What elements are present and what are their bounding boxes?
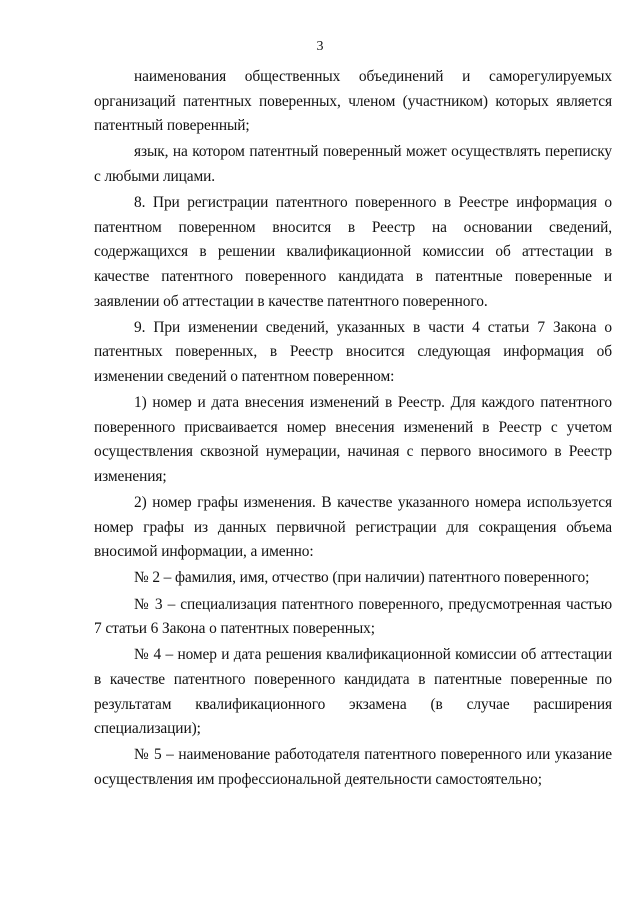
- paragraph-column-4-commission-decision: № 4 – номер и дата решения квалификационной комиссии об аттестации в качестве патентного поверенного кандидата в патентные поверенные по результатам квалификационного экзамена (в случае расширения специализации);: [94, 646, 612, 738]
- paragraph-item-9-changes: 9. При изменении сведений, указанных в части 4 статьи 7 Закона о патентных поверенных, в Реестр вносится следующая информация об изменении сведений о патентном поверенном:: [94, 318, 612, 385]
- document-body: [94, 65, 612, 794]
- paragraph-item-8-registration: 8. При регистрации патентного поверенного в Реестре информация о патентном поверенном вносится в Реестр на основании сведений, содержащихся в решении квалификационной комиссии об аттестации в качестве патентного поверенного кандидата в патентные поверенные и заявлении об аттестации в качестве патентного поверенного.: [94, 194, 612, 310]
- page-number: 3: [316, 39, 324, 54]
- paragraph-public-associations: наименования общественных объединений и саморегулируемых организаций патентных поверенных, членом (участником) которых является патентный поверенный;: [94, 68, 612, 135]
- paragraph-column-5-employer: № 5 – наименование работодателя патентного поверенного или указание осуществления им профессиональной деятельности самостоятельно;: [94, 746, 612, 788]
- paragraph-column-2-name: № 2 – фамилия, имя, отчество (при наличии) патентного поверенного;: [134, 569, 590, 587]
- paragraph-subitem-1-change-number: 1) номер и дата внесения изменений в Реестр. Для каждого патентного поверенного присваивается номер внесения изменений в Реестр с учетом осуществления сквозной нумерации, начиная с первого вносимого в Реестр изменения;: [94, 394, 612, 485]
- paragraph-subitem-2-column-number: 2) номер графы изменения. В качестве указанного номера используется номер графы из данных первичной регистрации для сокращения объема вносимой информации, а именно:: [94, 494, 612, 561]
- paragraph-column-3-specialization: № 3 – специализация патентного поверенного, предусмотренная частью 7 статьи 6 Закона о патентных поверенных;: [94, 595, 612, 638]
- paragraph-correspondence-language: язык, на котором патентный поверенный может осуществлять переписку с любыми лицами.: [94, 143, 612, 185]
